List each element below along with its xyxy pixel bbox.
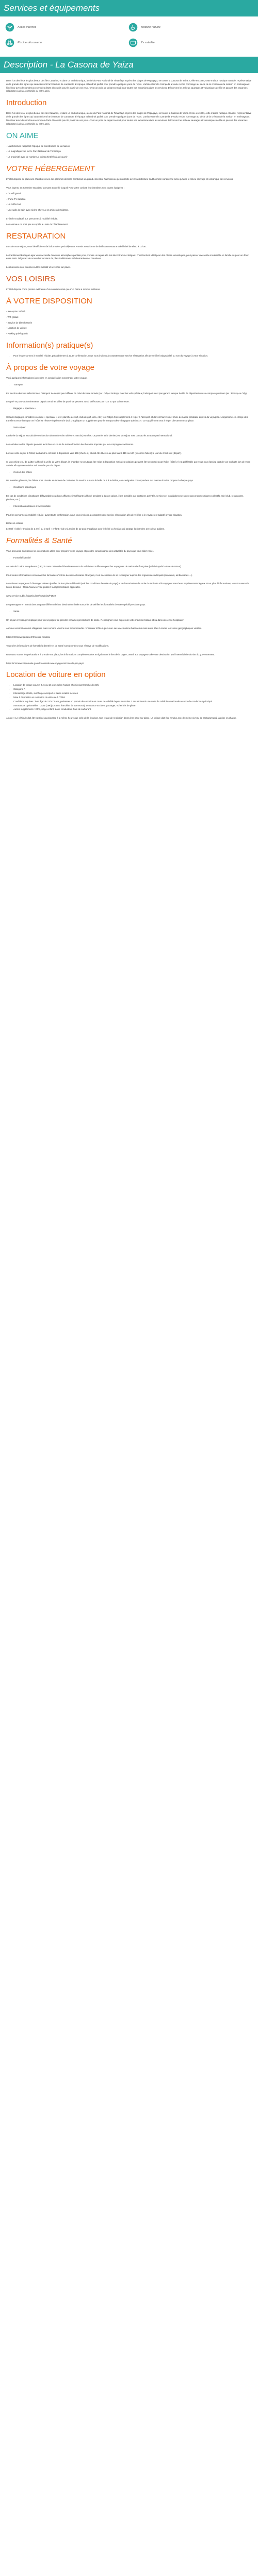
- sante-text: Un séjour à l'étranger implique pour tout voyageur de prendre certaines précautions de santé. Renseignez-vous auprès de votre médecin traitant et/ou dans un centre hospitalier.: [6, 618, 184, 621]
- infos-item: • Pour les personnes à mobilité réduite, préalablement à toute confirmation, nous vous invitons à contacter notre service réservation afin de vérifier l'adaptabilité ou non du voyage à votre situation.: [13, 354, 252, 358]
- location-item: • Kilométrage illimité, surcharge aéroport et taxes locales incluses: [13, 692, 252, 696]
- formalites-text: Pour toutes informations concernant les formalités d'entrée des ressortissants étrangers, il est nécessaire de se renseigner auprès des organismes adéquats (consulats, ambassades ...).: [6, 573, 193, 577]
- pool-icon: [5, 38, 14, 47]
- satellite-icon: [128, 38, 138, 47]
- hebergement-text: - Du wifi gratuit: [6, 192, 22, 195]
- conditions-list: [13, 486, 252, 489]
- restauration-heading: RESTAURATION: [6, 231, 66, 241]
- sejour-text: La durée du séjour est calculée en fonction du nombre de nuitées et non de journées. Le premier et le dernier jour du séjour sont consacrés au transport international.: [6, 434, 173, 437]
- sante-label: • Santé: [13, 610, 252, 614]
- disposition-heading: À VOTRE DISPOSITION: [6, 296, 92, 306]
- location-item: • Autres suppléments : GPS, siège enfant, Zone conducteur, frais de carburant.: [13, 708, 252, 711]
- bagages-text: Certains bagages considérés comme « spéciaux » (ex : planche de surf, club de golf, vélo, etc.) font l'objet d'un supplément à régler à l'aéroport et doivent faire l'objet d'une demande préalable auprès du voyagiste. L'organisme en charge des transferts entre l'aéroport et l'hôtel se réserve également le droit d'appliquer un supplément pour le transport des « bagages spéciaux ». Ce supplément sera à régler directement sur place.: [6, 415, 248, 422]
- hebergement-text: - D'une TV Satellite: [6, 197, 26, 200]
- description-title-bar: [0, 57, 258, 73]
- adapt-text: Le tarif « bébé » (moins de 2 ans) ou le tarif « enfant » (de 2 à moins de 12 ans) s'applique pour le bébé ou l'enfant qui partage la chambre avec deux adultes.: [6, 528, 165, 531]
- sante-text: Toutes les informations de formalités d'entrée et de santé sont données sous réserve de modifications.: [6, 645, 109, 647]
- formalites-label: • Formalité identité: [13, 556, 252, 560]
- formalites-text: Les passagers en transit dans un pays différent de leur destination finale sont priés de vérifier les formalités d'entrée spécifiques à ce pays.: [6, 603, 146, 606]
- infos-list: [13, 354, 252, 358]
- location-item: • Location de voiture pour 2, 4, 6 ou 10 jours selon l'option choisie (par tranche de 24h): [13, 684, 252, 687]
- formalites-list: [13, 556, 252, 560]
- disposition-item: - Location de voiture: [6, 327, 27, 330]
- service-label: Tv satellite: [141, 41, 155, 44]
- adapt-label: • Informations relatives à l'accessibilité: [13, 505, 252, 509]
- wheelchair-icon: [128, 23, 138, 32]
- sejour-text: Si vous étiez tenu de quitter la l'hôtel la veille de votre départ, la chambre ne peut pas être mise à disposition mais des solutions peuvent être proposées par l'hôtel (hôtel). Il est préférable que vous nous fassiez part de vos souhaits lors de votre arrivée afin qu'une solution soit trouvée pour le départ.: [6, 460, 250, 467]
- adapt-text: Pour les personnes à mobilité réduite, avant toute confirmation, nous vous invitons à contacter notre service réservation afin de vérifier si le voyage est adapté à votre situation.: [6, 513, 182, 516]
- hebergement-text: - Un coffre-fort: [6, 203, 21, 206]
- sante-list: [13, 610, 252, 614]
- services-title-bar: [0, 0, 258, 16]
- formalites-text: Au sein de l'Union européenne (UE), la carte nationale d'identité en cours de validité est suffisante pour les voyageurs de nationalité française (validité après la date de retour).: [6, 565, 182, 568]
- disposition-item: - Wifi gratuit: [6, 315, 19, 318]
- transport-label: • Transport: [13, 383, 252, 387]
- service-label: Accès internet: [18, 25, 36, 29]
- confort-list: [13, 471, 252, 474]
- disposition-item: - Parking privé gratuit: [6, 332, 28, 335]
- infos-heading: Information(s) pratique(s): [6, 341, 93, 350]
- introduction-paragraph: Dans l'un des lieux les plus beaux des îles Canaries, et dans un endroit unique, à côté du Parc National de Timanfaya et près des plages de Papagayo, se trouve la Casona de Yaiza. Créée en 1824, cette maison rustique et noble, représentative de la grande des lignes qui caractérisent l'architecture de Lanzarote à l'époque et l'endroit parfait pour prendre quelques jours de repos. L'artiste Germán Carrajeda a voulu rendre hommage au siècle de la création de la maison en aménageant l'intérieur avec de nombreux exemples d'arts décoratifs pour le plaisir de vos yeux. C'est un point de départ central pour toutes vos excursions dans les environs. Découvrez les milieux sauvages et volcaniques de l'île et passez des vacances relaxantes à deux, en famille ou entre amis.: [6, 112, 252, 125]
- location-item: • Assurances optionnelles : CDW (16€/jour avec franchise de 300 euros), assurance accident passager, vol et bris de glace.: [13, 704, 252, 708]
- location-note: À noter : Le véhicule doit être restitué au plus tard à la même heure que celle de la livraison, tout retard de restitution devra être payé sur place. La voiture doit être rendue avec le même niveau de carburant qu'à la prise en charge.: [6, 717, 237, 720]
- bagages-list: [13, 407, 252, 411]
- disposition-item: - Réception 24/24h: [6, 310, 26, 313]
- hebergement-heading: VOTRE HÉBERGEMENT: [6, 164, 95, 174]
- location-heading: Location de voiture en option: [6, 670, 106, 680]
- location-list: [13, 684, 252, 711]
- introduction-heading: Introduction: [6, 98, 47, 108]
- confort-text: De manière générale, les hôtels sont classés en termes de confort et de service sur une échelle de 1 à 5 étoiles, ces catégories correspondent aux normes locales propres à chaque pays.: [6, 479, 194, 482]
- sejour-label: • Votre séjour: [13, 426, 252, 430]
- loisirs-heading: VOS LOISIRS: [6, 275, 56, 284]
- service-mobility: [128, 22, 252, 33]
- wifi-icon: [5, 23, 14, 32]
- confort-label: • Confort des hôtels: [13, 471, 252, 474]
- hebergement-text: L'hôtel est adapté aux personnes à mobilité réduite.: [6, 217, 58, 221]
- restauration-text: Le traditionnel Bodega Lagar vous accueille dans une atmosphère parfaite pour prendre un repas à la fois décontracté et élégant. C'est l'endroit idéal pour des dîners romantiques, pour passer une soirée inoubliable en famille ou pour un dîner entre amis. Dégustez de nouvelles versions de plats traditionnels méditerranéens et canariens.: [6, 253, 249, 260]
- on-aime-item: - La proximité avec de nombreux points d'intérêts à découvrir: [6, 156, 68, 159]
- hebergement-text: L'hôtel dispose de plusieurs chambres avec des plafonds décorés combinant un grand ensemble harmonieux qui contraste avec l'architecture traditionnelle canarienne ainsi qu'avec le milieu sauvage et volcanique des environs.: [6, 178, 234, 181]
- propos-heading: À propos de votre voyage: [6, 363, 94, 372]
- conditions-text: En cas de conditions climatiques défavorables ou d'une affluence insuffisante à l'hôtel pendant la basse saison, il est possible que certaines activités, services et installations ne soient pas proposés (parcs collectifs, mini-club, restaurants, piscines, etc.).: [6, 495, 244, 501]
- transport-text: En fonction des vols sélectionnés, l'aéroport de départ peut différer de celui de votre arrivée (ex : Orly et Roissy). Pour les vols spéciaux, l'aéroport n'est pas garanti lorsque la ville de départ/arrivée se compose plusieurs (ex : Roissy ou Orly).: [6, 392, 248, 395]
- bagages-label: • Bagages « spéciaux »: [13, 407, 252, 411]
- intro-paragraph: Dans l'un des lieux les plus beaux des îles Canaries, et dans un endroit unique, à côté du Parc National de Timanfaya et près des plages de Papagayo, se trouve la Casona de Yaiza. Créée en 1824, cette maison rustique et noble, représentative de la grande des lignes qui caractérisent l'architecture de Lanzarote à l'époque et l'endroit parfait pour prendre quelques jours de repos. L'artiste Germán Carrajeda a voulu rendre hommage au siècle de la création de la maison en aménageant l'intérieur avec de nombreux exemples d'arts décoratifs pour le plaisir de vos yeux. C'est un point de départ central pour toutes vos excursions dans les environs. Découvrez les milieux sauvages et volcaniques de l'île et passez des vacances relaxantes à deux, en famille ou entre amis.: [6, 79, 252, 93]
- service-internet: [5, 22, 128, 33]
- formalites-intro: Vous trouverez ci-dessous les informations utiles pour préparer votre voyage et prendre connaissance des actualités du pays que vous allez visiter.: [6, 550, 154, 553]
- hebergement-text: Vous logerez en Chambre Standard pouvant accueillir jusqu'à Pour votre confort, les chambres sont toutes équipées :: [6, 186, 124, 189]
- service-label: Piscine découverte: [18, 41, 42, 44]
- hebergement-text: Les animaux ne sont pas acceptés au sein de l'établissement.: [6, 223, 69, 226]
- on-aime-item: - La magnifique vue sur le Parc National de Timanfaya: [6, 150, 61, 153]
- formalites-link[interactable]: www.service-public.fr/particuliers/vosdroits/F1922: [6, 595, 56, 598]
- service-label: Mobilité réduite: [141, 25, 160, 29]
- formalites-heading: Formalités & Santé: [6, 536, 72, 546]
- services-title: Services et équipements: [4, 3, 100, 13]
- restauration-text: Lors de votre séjour, vous bénéficierez de la formule « petit déjeuner » servis sous forme de buffet au restaurant de l'hôtel de 8h00 à 10h30.: [6, 245, 147, 248]
- on-aime-item: - L'architecture rappelant l'époque de construction de la maison: [6, 144, 70, 147]
- description-content: [0, 73, 258, 720]
- disposition-item: - Service de blanchisserie: [6, 321, 33, 324]
- location-item: • Catégorie A: [13, 688, 252, 691]
- on-aime-heading: ON AIME: [6, 131, 39, 140]
- sante-link[interactable]: https://XXXwww.diplomatie.gouv.fr/conseils-aux-voyageurs/conseils-par-pays/: [6, 662, 84, 665]
- propos-intro: Voici quelques informations à prendre en considération concernant votre voyage.: [6, 376, 88, 379]
- transport-list: [13, 383, 252, 387]
- sante-link[interactable]: https://XXXwww.pasteur.fr/fr/centre-medical: [6, 636, 50, 639]
- adapt-list: [13, 505, 252, 509]
- location-item: • Mise à disposition et restitution du véhicule à l'hôtel: [13, 696, 252, 700]
- sejour-list: [13, 426, 252, 430]
- service-pool: [5, 37, 128, 48]
- sejour-text: Lors de votre séjour à l'hôtel, la chambre est mise à disposition vers 15h (check-in) et doit être libérée au plus tard à 11h ou 12h (selon les hôtels) le jour du check-out (départ).: [6, 452, 182, 455]
- formalites-text: Les mineurs voyageant à l'étranger doivent justifier de leur pièce d'identité (voir les conditions d'entrée du pays) et de l'autorisation de sortie du territoire s'ils voyagent sans leurs représentants légaux. Pour plus d'informations, vous trouverez le lien ci-dessous : https://www.service-public.fr la règlementation applicable.: [6, 582, 249, 589]
- transport-text: Les pré- et post- acheminements depuis certaines villes de province peuvent aussi s'effectuer par TGV ou par voi terrestre.: [6, 400, 130, 403]
- sejour-text: Les arrivées ou les départs peuvent avoir lieu en cours de nuit en fonction des horaires imposés par les compagnies aériennes.: [6, 443, 134, 446]
- hebergement-text: - Une salle de bain avec sèche-cheveux et articles de toilettes.: [6, 209, 69, 212]
- description-title: Description - La Casona de Yaiza: [4, 60, 134, 70]
- sante-text: Retrouvez toutes les précautions à prendre sur place, les informations complémentaires et également le lien de la page Conseil aux Voyageurs de votre destination par l'intermédiaire du site du gouvernement.: [6, 653, 215, 656]
- sante-text: Aucune vaccination n'est obligatoire mais certains vaccins sont recommandés : s'assurer d'être à jour avec ses vaccinations habituelles mais aussi liées à toutes les zones géographiques visitées.: [6, 627, 202, 630]
- restauration-text: Les boissons sont données à titre indicatif et à vérifier sur place.: [6, 266, 71, 269]
- services-grid: [0, 16, 258, 57]
- adapt-text: Bébés et enfants: [6, 522, 23, 525]
- service-tv: [128, 37, 252, 48]
- loisirs-text: L'hôtel dispose d'une piscine extérieure d'un solarium ainsi que d'un bains a remous extérieur.: [6, 288, 101, 291]
- location-item: • Conditions requises : être âgé de 23 à 72 ans, présenter un permis de conduire en cours de validité depuis au moins 3 ans et fournir une carte de crédit internationale au nom du conducteur principal.: [13, 700, 252, 704]
- conditions-label: • Conditions spécifiques: [13, 486, 252, 489]
